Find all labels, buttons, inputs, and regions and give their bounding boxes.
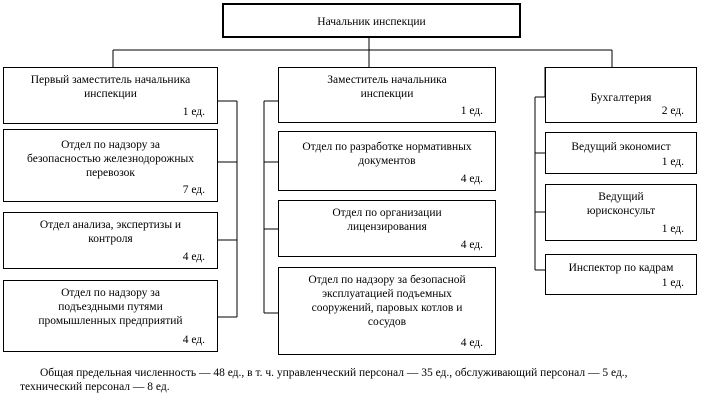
head-title: Начальник инспекции xyxy=(317,16,426,28)
unit-box-hr-inspector xyxy=(545,254,697,295)
unit-box-first-deputy xyxy=(3,67,218,124)
unit-title: Первый заместитель начальника инспекции xyxy=(30,74,191,100)
unit-count: 4 ед. xyxy=(182,334,205,346)
unit-title: Инспектор по кадрам xyxy=(568,262,674,274)
unit-count: 1 ед. xyxy=(661,277,684,289)
unit-box-legal-counsel xyxy=(545,184,697,241)
unit-count: 2 ед. xyxy=(661,105,684,117)
unit-box-railway-safety xyxy=(3,129,218,202)
unit-title: Отдел по надзору за безопасной эксплуатацией подъемных сооружений, паровых котлов и сосудов xyxy=(308,274,466,328)
unit-count: 4 ед. xyxy=(182,251,205,263)
unit-box-normative-docs xyxy=(278,131,496,191)
unit-count: 4 ед. xyxy=(460,173,483,185)
unit-box-analysis xyxy=(3,212,218,269)
unit-title: Ведущий экономист xyxy=(571,141,671,153)
unit-count: 1 ед. xyxy=(182,106,205,118)
unit-box-deputy xyxy=(278,67,496,123)
footnote: Общая предельная численность — 48 ед., в т. ч. управленческий персонал — 35 ед., обслуживающий персонал — 5 ед., технический персонал — 8 ед. xyxy=(20,367,628,393)
unit-count: 1 ед. xyxy=(661,156,684,168)
unit-title: Отдел анализа, экспертизы и контроля xyxy=(39,219,182,245)
unit-count: 1 ед. xyxy=(661,223,684,235)
unit-title: Ведущий юрисконсульт xyxy=(586,191,656,217)
unit-title: Отдел по надзору за подъездными путями промышленных предприятий xyxy=(38,287,183,327)
unit-box-economist xyxy=(545,132,697,174)
unit-count: 4 ед. xyxy=(460,337,483,349)
head-box xyxy=(222,3,521,38)
unit-count: 7 ед. xyxy=(182,184,205,196)
unit-title: Отдел по разработке нормативных документов xyxy=(302,141,472,167)
unit-box-licensing xyxy=(278,200,496,257)
unit-title: Заместитель начальника инспекции xyxy=(327,74,447,100)
unit-title: Отдел по организации лицензирования xyxy=(332,207,442,233)
unit-box-access-roads xyxy=(3,280,218,352)
unit-box-accounting xyxy=(545,67,697,123)
unit-title: Отдел по надзору за безопасностью железнодорожных перевозок xyxy=(27,139,194,179)
unit-title: Бухгалтерия xyxy=(590,92,652,104)
unit-box-lifting-structures xyxy=(278,267,496,355)
unit-count: 1 ед. xyxy=(460,105,483,117)
unit-count: 4 ед. xyxy=(460,239,483,251)
